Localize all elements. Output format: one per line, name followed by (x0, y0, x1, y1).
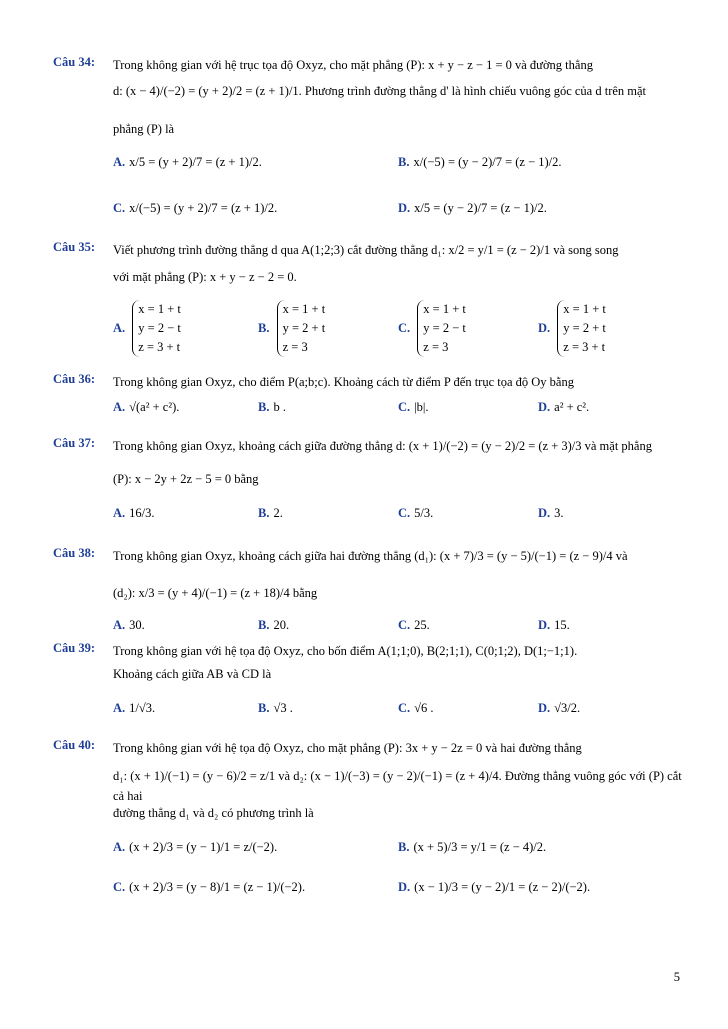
option-a-text: 30. (129, 618, 145, 632)
option-b-text: 2. (273, 506, 283, 520)
question-text-2: d₁: (x + 1)/(−1) = (y − 6)/2 = z/1 và d₂: (x − 1)/(−3) = (y − 2)/(−1) = (z + 4)/4. Đường thẳng vuông góc với (P) cắt cả hai (113, 769, 682, 803)
question-line (113, 84, 646, 99)
option-b-text: √3 . (273, 701, 293, 715)
page-number: 5 (673, 970, 680, 984)
option-b-text: 20. (273, 618, 290, 632)
option-a-text: (x + 2)/3 = (y − 1)/1 = z/(−2). (129, 840, 278, 854)
option-a[interactable]: A. 1/√3. (113, 701, 156, 715)
question-text: Trong không gian với hệ tọa độ Oxyz, cho bốn điểm A(1;1;0), B(2;1;1), C(0;1;2), D(1;−1;1). (113, 644, 578, 658)
option-b-text: x/(−5) = (y − 2)/7 = (z − 1)/2. (413, 155, 562, 169)
question-text-3: đường thẳng d₁ và d₂ có phương trình là (113, 806, 314, 820)
option-a[interactable]: A. (x + 2)/3 = (y − 1)/1 = z/(−2). (113, 840, 278, 854)
option-a[interactable]: A. √(a² + c²). (113, 400, 180, 414)
question-text-3: phẳng (P) là (113, 122, 175, 136)
question-text-2: (P): x − 2y + 2z − 5 = 0 bằng (113, 472, 259, 486)
option-c[interactable]: C. √6 . (398, 701, 434, 715)
option-d-text: 15. (554, 618, 570, 632)
option-b-text: b . (273, 400, 286, 414)
option-c[interactable]: C. x/(−5) = (y + 2)/7 = (z + 1)/2. (113, 201, 278, 215)
equation-system: x = 1 + t y = 2 − t z = 3 (417, 300, 466, 357)
option-b[interactable]: B. (x + 5)/3 = y/1 = (z − 4)/2. (398, 840, 547, 854)
equation-system: x = 1 + t y = 2 − t z = 3 + t (132, 300, 181, 357)
option-a-text: 16/3. (129, 506, 155, 520)
equation-system: x = 1 + t y = 2 + t z = 3 (277, 300, 326, 357)
option-a-text: x/5 = (y + 2)/7 = (z + 1)/2. (129, 155, 262, 169)
question-text-2: (d₂): x/3 = (y + 4)/(−1) = (z + 18)/4 bằng (113, 586, 318, 600)
option-c[interactable]: C. 5/3. (398, 506, 434, 520)
option-d[interactable]: D. √3/2. (538, 701, 581, 715)
option-c-text: (x + 2)/3 = (y − 8)/1 = (z − 1)/(−2). (129, 880, 306, 894)
question-label: Câu 37: (53, 436, 96, 450)
option-d[interactable]: D. a² + c². (538, 400, 590, 414)
option-b[interactable]: B. 20. (258, 618, 290, 632)
question-label: Câu 35: (53, 240, 96, 254)
option-c[interactable]: C. |b|. (398, 400, 429, 414)
option-b[interactable]: B. 2. (258, 506, 283, 520)
question-text: Trong không gian Oxyz, khoảng cách giữa đường thẳng d: (x + 1)/(−2) = (y − 2)/2 = (z + 3)/3 và mặt phẳng (113, 439, 652, 453)
question-text-2: Khoảng cách giữa AB và CD là (113, 667, 272, 681)
option-d[interactable]: D. x = 1 + t y = 2 + t z = 3 + t (538, 300, 606, 357)
question-label: Câu 40: (53, 738, 96, 752)
option-a[interactable]: A. x = 1 + t y = 2 − t z = 3 + t (113, 300, 181, 357)
option-b-text: (x + 5)/3 = y/1 = (z − 4)/2. (413, 840, 547, 854)
question-text: Viết phương trình đường thẳng d qua A(1;2;3) cắt đường thẳng d₁: x/2 = y/1 = (z − 2)/1 và song song (113, 243, 619, 257)
option-b[interactable]: B. b . (258, 400, 286, 414)
option-a[interactable]: A. x/5 = (y + 2)/7 = (z + 1)/2. (113, 155, 262, 169)
option-d-text: 3. (554, 506, 564, 520)
option-c-text: 25. (414, 618, 430, 632)
option-c[interactable]: C. 25. (398, 618, 430, 632)
question-label: Câu 39: (53, 641, 96, 655)
question-text: Trong không gian với hệ trục tọa độ Oxyz, cho mặt phẳng (P): x + y − z − 1 = 0 và đường thẳng (113, 58, 593, 72)
question-text: Trong không gian với hệ tọa độ Oxyz, cho mặt phẳng (P): 3x + y − 2z = 0 và hai đường thẳng (113, 741, 582, 755)
option-c-text: |b|. (414, 400, 429, 414)
question-text: Trong không gian Oxyz, cho điểm P(a;b;c). Khoảng cách từ điểm P đến trục tọa độ Oy bằng (113, 375, 574, 389)
question-label: Câu 34: (53, 55, 96, 69)
option-a[interactable]: A. 16/3. (113, 506, 155, 520)
option-d-text: (x − 1)/3 = (y − 2)/1 = (z − 2)/(−2). (414, 880, 591, 894)
option-d[interactable]: D. x/5 = (y − 2)/7 = (z − 1)/2. (398, 201, 547, 215)
option-d-text: x/5 = (y − 2)/7 = (z − 1)/2. (414, 201, 547, 215)
option-a-text: √(a² + c²). (129, 400, 180, 414)
option-b[interactable]: B. x/(−5) = (y − 2)/7 = (z − 1)/2. (398, 155, 562, 169)
option-d[interactable]: D. 15. (538, 618, 570, 632)
option-a[interactable]: A. 30. (113, 618, 145, 632)
option-b[interactable]: B. x = 1 + t y = 2 + t z = 3 (258, 300, 325, 357)
equation-system: x = 1 + t y = 2 + t z = 3 + t (557, 300, 606, 357)
option-c[interactable]: C. (x + 2)/3 = (y − 8)/1 = (z − 1)/(−2). (113, 880, 306, 894)
option-c-text: 5/3. (414, 506, 434, 520)
option-b[interactable]: B. √3 . (258, 701, 293, 715)
question-label: Câu 38: (53, 546, 96, 560)
option-d-text: √3/2. (554, 701, 581, 715)
question-text-2: . Phương trình đường thẳng d' là hình chiếu vuông góc của d trên mặt (298, 84, 647, 98)
option-a-text: 1/√3. (129, 701, 156, 715)
question-text: Trong không gian Oxyz, khoảng cách giữa hai đường thẳng (d₁): (x + 7)/3 = (y − 5)/(−1) = (z − 9)/4 và (113, 549, 628, 563)
question-text-2: với mặt phẳng (P): x + y − z − 2 = 0. (113, 270, 297, 284)
question-label: Câu 36: (53, 372, 96, 386)
line-equation: d: (x − 4)/(−2) = (y + 2)/2 = (z + 1)/1 (113, 84, 299, 98)
option-c-text: x/(−5) = (y + 2)/7 = (z + 1)/2. (129, 201, 278, 215)
option-d-text: a² + c². (554, 400, 590, 414)
option-c-text: √6 . (414, 701, 434, 715)
option-c[interactable]: C. x = 1 + t y = 2 − t z = 3 (398, 300, 466, 357)
option-d[interactable]: D. 3. (538, 506, 564, 520)
option-d[interactable]: D. (x − 1)/3 = (y − 2)/1 = (z − 2)/(−2). (398, 880, 591, 894)
